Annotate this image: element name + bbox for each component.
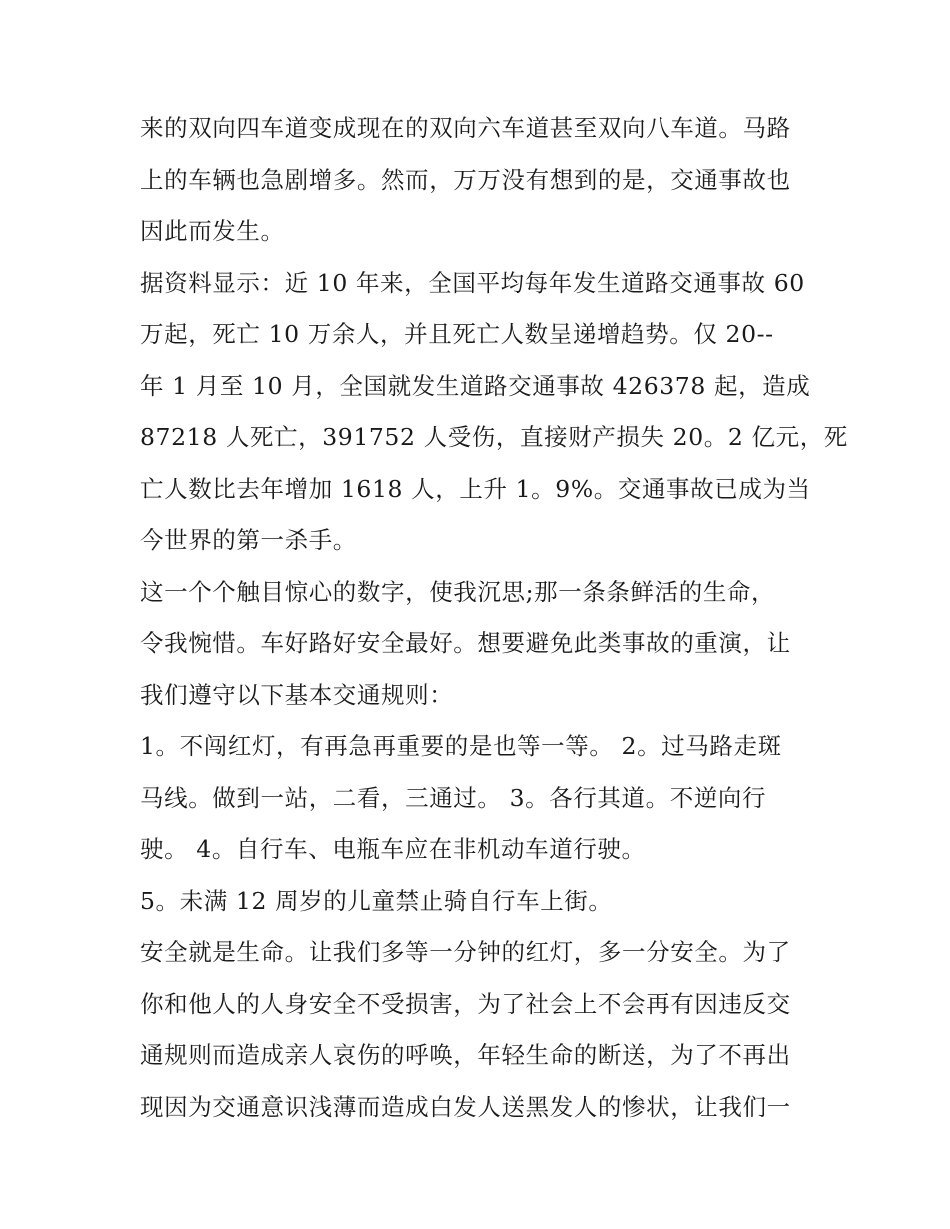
text-line: 年 1 月至 10 月，全国就发生道路交通事故 426378 起，造成 [140, 372, 811, 400]
text-line: 这一个个触目惊心的数字，使我沉思;那一条条鲜活的生命， [140, 578, 776, 606]
text-line: 据资料显示：近 10 年来，全国平均每年发生道路交通事故 60 [140, 269, 805, 297]
text-line: 今世界的第一杀手。 [140, 526, 357, 554]
text-line: 因此而发生。 [140, 217, 285, 245]
text-line: 现因为交通意识浅薄而造成白发人送黑发人的惨状，让我们一 [140, 1093, 791, 1121]
text-line: 安全就是生命。让我们多等一分钟的红灯，多一分安全。为了 [140, 938, 791, 966]
text-line: 我们遵守以下基本交通规则： [140, 681, 454, 709]
text-line: 万起，死亡 10 万余人，并且死亡人数呈递增趋势。仅 20-- [140, 320, 774, 348]
text-line: 5。未满 12 周岁的儿童禁止骑自行车上街。 [140, 887, 613, 915]
text-line: 来的双向四车道变成现在的双向六车道甚至双向八车道。马路 [140, 114, 791, 142]
text-line: 马线。做到一站，二看，三通过。 3。各行其道。不逆向行 [140, 784, 767, 812]
text-line: 1。不闯红灯，有再急再重要的是也等一等。 2。过马路走斑 [140, 732, 782, 760]
text-line: 亡人数比去年增加 1618 人，上升 1。9%。交通事故已成为当 [140, 475, 811, 503]
text-line: 87218 人死亡，391752 人受伤，直接财产损失 20。2 亿元，死 [140, 423, 848, 451]
text-line: 通规则而造成亲人哀伤的呼唤，年轻生命的断送，为了不再出 [140, 1041, 791, 1069]
text-line: 令我惋惜。车好路好安全最好。想要避免此类事故的重演，让 [140, 629, 791, 657]
text-line: 驶。 4。自行车、电瓶车应在非机动车道行驶。 [140, 835, 646, 863]
text-line: 你和他人的人身安全不受损害，为了社会上不会再有因违反交 [140, 990, 791, 1018]
text-line: 上的车辆也急剧增多。然而，万万没有想到的是，交通事故也 [140, 166, 791, 194]
